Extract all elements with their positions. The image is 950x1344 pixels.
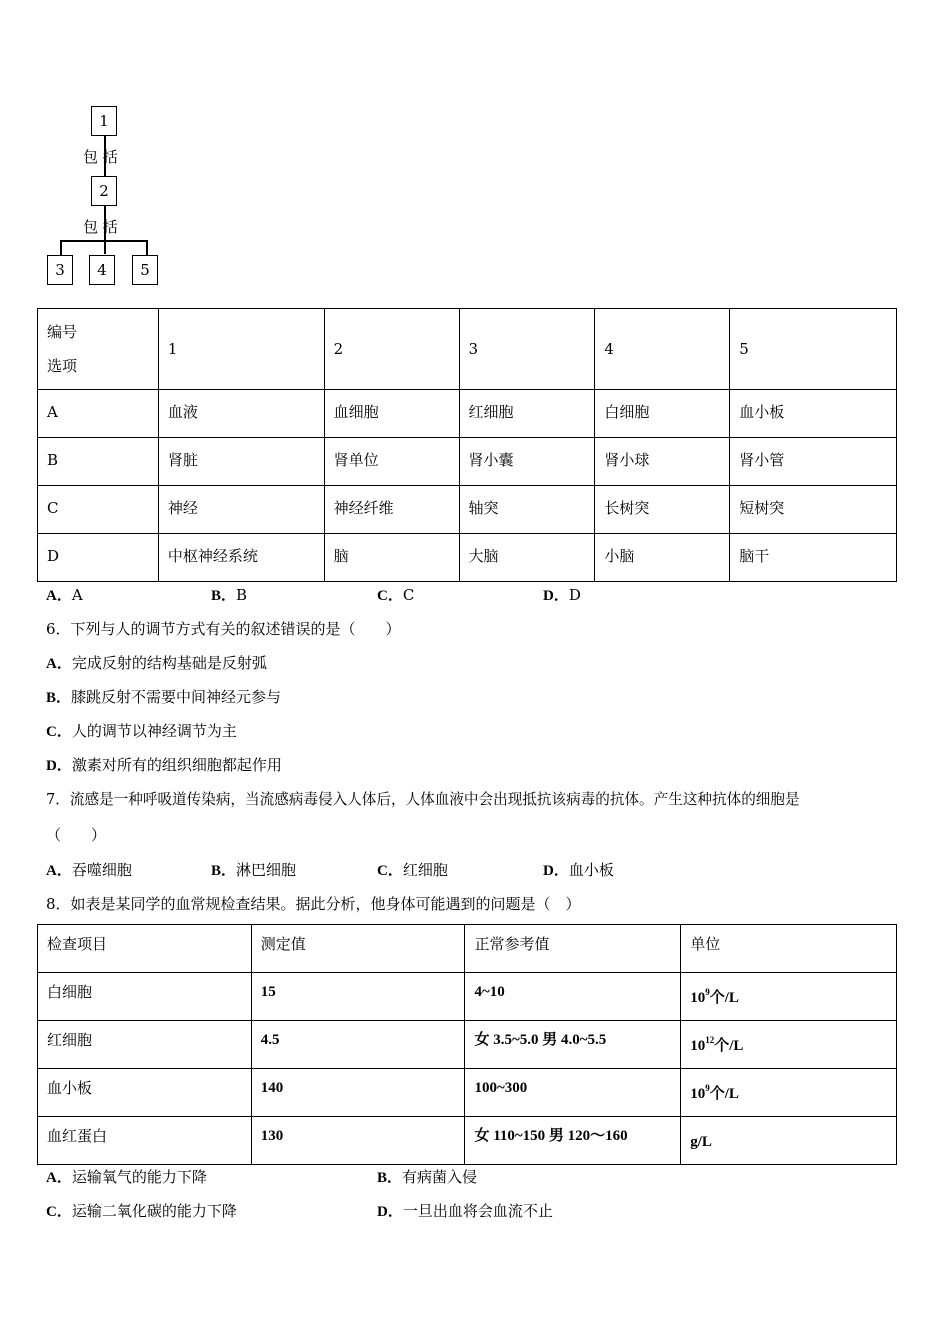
option-text: 激素对所有的组织细胞都起作用 bbox=[71, 756, 282, 774]
option-label: D． bbox=[46, 758, 72, 774]
option-text: D bbox=[568, 586, 581, 604]
unit-cell bbox=[681, 1021, 897, 1069]
blood-test-table bbox=[37, 924, 897, 1165]
diagram-box-5: 5 bbox=[132, 255, 158, 285]
header-cell: 5 bbox=[730, 309, 897, 390]
table-cell: 100~300 bbox=[465, 1069, 681, 1117]
q6-option-b[interactable] bbox=[46, 686, 281, 707]
table-row bbox=[38, 534, 897, 582]
diagram-connector bbox=[60, 240, 62, 255]
table-cell: 女 3.5~5.0 男 4.0~5.5 bbox=[465, 1021, 681, 1069]
unit-rest: 个/L bbox=[709, 990, 739, 1006]
table-cell: 血细胞 bbox=[324, 390, 459, 438]
q7-stem: 7．流感是一种呼吸道传染病，当流感病毒侵入人体后，人体血液中会出现抵抗该病毒的抗体。产生这种抗体的细胞是 bbox=[46, 791, 800, 808]
option-label: B． bbox=[211, 863, 237, 879]
table-cell: 中枢神经系统 bbox=[158, 534, 324, 582]
table-cell: 15 bbox=[251, 973, 465, 1021]
option-label: C． bbox=[46, 724, 72, 740]
q6-option-a[interactable] bbox=[46, 652, 267, 673]
unit-base: 10 bbox=[690, 990, 706, 1006]
diagram-box-2: 2 bbox=[91, 176, 117, 206]
header-cell: 检查项目 bbox=[38, 925, 252, 973]
unit-exponent: 9 bbox=[705, 987, 710, 997]
option-label: C． bbox=[377, 863, 403, 879]
q8-option-b[interactable] bbox=[377, 1166, 477, 1187]
unit-cell bbox=[681, 1069, 897, 1117]
table-cell: 肾单位 bbox=[324, 438, 459, 486]
q6-option-c[interactable] bbox=[46, 720, 237, 741]
option-text: 血小板 bbox=[568, 861, 614, 879]
option-text: 运输二氧化碳的能力下降 bbox=[71, 1202, 237, 1220]
table-cell: 脑 bbox=[324, 534, 459, 582]
q7-stem-continued: （ ） bbox=[46, 826, 107, 844]
q8-stem: 8．如表是某同学的血常规检查结果。据此分析，他身体可能遇到的问题是（ ） bbox=[46, 895, 581, 913]
table-row bbox=[38, 1117, 897, 1165]
table-row bbox=[38, 973, 897, 1021]
unit-exponent: 12 bbox=[705, 1035, 715, 1045]
unit-cell bbox=[681, 973, 897, 1021]
table-cell: 肾小球 bbox=[595, 438, 730, 486]
diagram-relation-label: 包 括 bbox=[83, 148, 118, 166]
option-label: A． bbox=[46, 588, 72, 604]
q7-option-b[interactable] bbox=[211, 859, 296, 880]
table-cell: 130 bbox=[251, 1117, 465, 1165]
table-cell: 神经 bbox=[158, 486, 324, 534]
option-text: A bbox=[71, 586, 83, 604]
option-text: 有病菌入侵 bbox=[402, 1168, 478, 1186]
table-cell: 4~10 bbox=[465, 973, 681, 1021]
header-corner bbox=[38, 309, 159, 390]
diagram-connector bbox=[60, 240, 147, 242]
unit-base: 10 bbox=[690, 1086, 706, 1102]
header-cell: 4 bbox=[595, 309, 730, 390]
table-cell: 血液 bbox=[158, 390, 324, 438]
table-row bbox=[38, 390, 897, 438]
option-text: 运输氧气的能力下降 bbox=[71, 1168, 207, 1186]
table-cell: 女 110~150 男 120～160 bbox=[465, 1117, 681, 1165]
diagram-box-4: 4 bbox=[89, 255, 115, 285]
q6-stem: 6．下列与人的调节方式有关的叙述错误的是（ ） bbox=[46, 620, 401, 638]
row-key: C bbox=[38, 486, 159, 534]
q7-option-a[interactable] bbox=[46, 859, 132, 880]
unit-base: 10 bbox=[690, 1038, 706, 1054]
option-label: B． bbox=[46, 690, 72, 706]
q5-option-a[interactable] bbox=[46, 584, 83, 605]
option-label: A． bbox=[46, 656, 72, 672]
option-text: B bbox=[236, 586, 248, 604]
option-text: 一旦出血将会血流不止 bbox=[402, 1202, 553, 1220]
option-label: C． bbox=[46, 1204, 72, 1220]
table-cell: 脑干 bbox=[730, 534, 897, 582]
table-row bbox=[38, 438, 897, 486]
table-row bbox=[38, 1021, 897, 1069]
q7-option-d[interactable] bbox=[543, 859, 614, 880]
row-key: A bbox=[38, 390, 159, 438]
option-text: C bbox=[402, 586, 415, 604]
table-cell: 长树突 bbox=[595, 486, 730, 534]
option-text: 淋巴细胞 bbox=[236, 861, 297, 879]
row-key: B bbox=[38, 438, 159, 486]
option-label: B． bbox=[377, 1170, 403, 1186]
q5-option-b[interactable] bbox=[211, 584, 247, 605]
q8-option-a[interactable] bbox=[46, 1166, 207, 1187]
table-cell: 轴突 bbox=[459, 486, 595, 534]
option-label: D． bbox=[377, 1204, 403, 1220]
q5-option-c[interactable] bbox=[377, 584, 414, 605]
option-text: 红细胞 bbox=[402, 861, 448, 879]
row-key: D bbox=[38, 534, 159, 582]
table-cell: 神经纤维 bbox=[324, 486, 459, 534]
option-text: 人的调节以神经调节为主 bbox=[71, 722, 237, 740]
header-cell: 测定值 bbox=[251, 925, 465, 973]
option-label: B． bbox=[211, 588, 237, 604]
table-row bbox=[38, 1069, 897, 1117]
table-cell: 红细胞 bbox=[38, 1021, 252, 1069]
unit-cell bbox=[681, 1117, 897, 1165]
header-corner-line1: 编号 bbox=[47, 323, 78, 341]
table-cell: 4.5 bbox=[251, 1021, 465, 1069]
header-cell: 单位 bbox=[681, 925, 897, 973]
diagram-box-1: 1 bbox=[91, 106, 117, 136]
q8-option-c[interactable] bbox=[46, 1200, 237, 1221]
classification-table bbox=[37, 308, 897, 582]
unit-base: g/L bbox=[690, 1134, 712, 1150]
header-cell: 正常参考值 bbox=[465, 925, 681, 973]
header-cell: 1 bbox=[158, 309, 324, 390]
table-cell: 血红蛋白 bbox=[38, 1117, 252, 1165]
option-text: 吞噬细胞 bbox=[71, 861, 132, 879]
table-cell: 肾脏 bbox=[158, 438, 324, 486]
table-cell: 血小板 bbox=[730, 390, 897, 438]
header-corner-line2: 选项 bbox=[47, 357, 78, 375]
unit-rest: 个/L bbox=[709, 1086, 739, 1102]
q5-option-d[interactable] bbox=[543, 584, 581, 605]
table-cell: 白细胞 bbox=[595, 390, 730, 438]
table-header-row bbox=[38, 925, 897, 973]
table-cell: 白细胞 bbox=[38, 973, 252, 1021]
q8-option-d[interactable] bbox=[377, 1200, 553, 1221]
unit-rest: 个/L bbox=[714, 1038, 744, 1054]
option-text: 完成反射的结构基础是反射弧 bbox=[71, 654, 267, 672]
diagram-relation-label: 包 括 bbox=[83, 218, 118, 236]
option-label: C． bbox=[377, 588, 403, 604]
q6-option-d[interactable] bbox=[46, 754, 282, 775]
header-cell: 3 bbox=[459, 309, 595, 390]
header-cell: 2 bbox=[324, 309, 459, 390]
option-text: 膝跳反射不需要中间神经元参与 bbox=[71, 688, 282, 706]
table-cell: 短树突 bbox=[730, 486, 897, 534]
table-cell: 肾小囊 bbox=[459, 438, 595, 486]
option-label: D． bbox=[543, 588, 569, 604]
option-label: D． bbox=[543, 863, 569, 879]
diagram-connector bbox=[146, 240, 148, 255]
table-cell: 肾小管 bbox=[730, 438, 897, 486]
q7-option-c[interactable] bbox=[377, 859, 448, 880]
table-header-row bbox=[38, 309, 897, 390]
table-cell: 大脑 bbox=[459, 534, 595, 582]
table-row bbox=[38, 486, 897, 534]
table-cell: 小脑 bbox=[595, 534, 730, 582]
diagram-box-3: 3 bbox=[47, 255, 73, 285]
table-cell: 红细胞 bbox=[459, 390, 595, 438]
option-label: A． bbox=[46, 863, 72, 879]
option-label: A． bbox=[46, 1170, 72, 1186]
table-cell: 血小板 bbox=[38, 1069, 252, 1117]
table-cell: 140 bbox=[251, 1069, 465, 1117]
unit-exponent: 9 bbox=[705, 1083, 710, 1093]
